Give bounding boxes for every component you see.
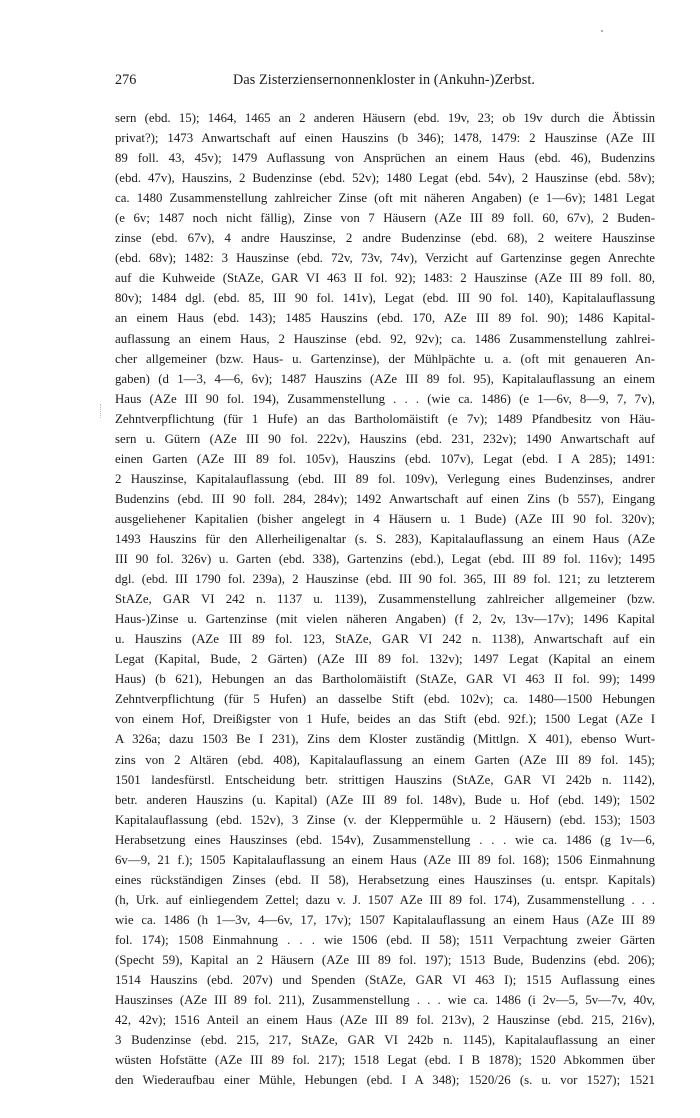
text-line: Zehntverpflichtung (für 5 Hufen) an dasselbe Stift (ebd. 102v); ca. 1480—1500 Hebungen bbox=[115, 692, 655, 707]
text-line: auf die Kuhweide (StAZe, GAR VI 463 II fol. 92); 1483: 2 Hauszinse (AZe III 89 foll. 80, bbox=[115, 271, 655, 286]
text-line: 6v—9, 21 f.); 1505 Kapitalauflassung an einem Haus (AZe III 89 fol. 168); 1506 Einmahnung bbox=[115, 852, 655, 867]
text-line: Haus (AZe III 90 fol. 194), Zusammenstellung . . . (wie ca. 1486) (e 1—6v, 8—9, 7, 7v), bbox=[115, 391, 655, 406]
text-line: (h, Urk. auf einliegendem Zettel; dazu v. J. 1507 AZe III 89 fol. 174), Zusammenstellung . . . bbox=[115, 892, 655, 907]
text-line: wüsten Hofstätte (AZe III 89 fol. 217); 1518 Legat (ebd. I B 1878); 1520 Abkommen über bbox=[115, 1053, 655, 1068]
text-line: betr. anderen Hauszins (u. Kapital) (AZe III 89 fol. 148v), Bude u. Hof (ebd. 149); 1502 bbox=[115, 792, 655, 807]
text-line: (Specht 59), Kapital an 2 Häusern (AZe III 89 fol. 197); 1513 Bude, Budenzins (ebd. 206); bbox=[115, 952, 655, 967]
text-line: Zehntverpflichtung (für 1 Hufe) an das Bartholomäistift (e 7v); 1489 Pfandbesitz von Häu- bbox=[115, 411, 655, 426]
text-line: den Wiederaufbau einer Mühle, Hebungen (ebd. I A 348); 1520/26 (s. u. vor 1527); 1521 bbox=[115, 1073, 655, 1088]
page-number: 276 bbox=[115, 72, 137, 88]
text-line: A 326a; dazu 1503 Be I 231), Zins dem Kloster zuständig (Mittlgn. X 401), ebenso Wurt- bbox=[115, 732, 655, 747]
text-line: zinse (ebd. 67v), 4 andre Hauszinse, 2 andre Budenzinse (ebd. 68), 2 weitere Hauszinse bbox=[115, 231, 655, 246]
text-line: 2 Hauszinse, Kapitalauflassung (ebd. III 89 fol. 109v), Verlegung eines Budenzinses, andrer bbox=[115, 471, 655, 486]
text-line: 1493 Hauszins für den Allerheiligenaltar (s. S. 283), Kapitalauflassung an einem Haus (AZe bbox=[115, 531, 655, 546]
text-line: ausgeliehener Kapitalien (bisher angelegt in 4 Häusern u. 1 Bude) (AZe III 90 fol. 320v); bbox=[115, 511, 655, 526]
body-text bbox=[115, 108, 655, 1090]
text-line: an einem Haus (ebd. 143); 1485 Hauszins (ebd. 170, AZe III 89 fol. 90); 1486 Kapital- bbox=[115, 311, 655, 326]
text-line: 1514 Hauszins (ebd. 207v) und Spenden (StAZe, GAR VI 463 I); 1515 Auflassung eines bbox=[115, 973, 655, 988]
text-line: privat?); 1473 Anwartschaft auf einen Hauszins (b 346); 1478, 1479: 2 Hauszinse (AZe III bbox=[115, 131, 655, 146]
text-line: (ebd. 68v); 1482: 3 Hauszinse (ebd. 72v, 73v, 74v), Verzicht auf Gartenzinse gegen Anrechte bbox=[115, 251, 655, 266]
text-line: III 90 fol. 326v) u. Garten (ebd. 338), Gartenzins (ebd.), Legat (ebd. III 89 fol. 116v); 1495 bbox=[115, 552, 655, 567]
text-line: Haus-)Zinse u. Gartenzinse (mit vielen näheren Angaben) (f 2, 2v, 13v—17v); 1496 Kapital bbox=[115, 612, 655, 627]
text-line: auflassung an einem Haus, 2 Hauszinse (ebd. 92, 92v); ca. 1486 Zusammenstellung zahlrei- bbox=[115, 331, 655, 346]
text-line: Hauszinses (AZe III 89 fol. 211), Zusammenstellung . . . wie ca. 1486 (i 2v—5, 5v—7v, 40v, bbox=[115, 993, 655, 1008]
text-line: Kapitalauflassung (ebd. 152v), 3 Zinse (v. der Kleppermühle u. 2 Häusern) (ebd. 153); 1503 bbox=[115, 812, 655, 827]
text-line: (e 6v; 1487 noch nicht fällig), Zinse von 7 Häusern (AZe III 89 foll. 60, 67v), 2 Buden- bbox=[115, 211, 655, 226]
text-line: 3 Budenzinse (ebd. 215, 217, StAZe, GAR VI 242b n. 1145), Kapitalauflassung an einer bbox=[115, 1033, 655, 1048]
text-line: ca. 1480 Zusammenstellung zahlreicher Zinse (oft mit näheren Angaben) (e 1—6v); 1481 Legat bbox=[115, 191, 655, 206]
text-line: 1501 landesfürstl. Entscheidung betr. strittigen Hauszins (StAZe, GAR VI 242b n. 1142), bbox=[115, 772, 655, 787]
text-line: fol. 174); 1508 Einmahnung . . . wie 1506 (ebd. II 58); 1511 Verpachtung zweier Gärten bbox=[115, 932, 655, 947]
page-header bbox=[115, 72, 655, 92]
text-line: StAZe, GAR VI 242 n. 1137 u. 1139), Zusammenstellung zahlreicher allgemeiner (bzw. bbox=[115, 592, 655, 607]
text-line: Haus) (b 621), Hebungen an das Bartholomäistift (StAZe, GAR VI 463 II fol. 99); 1499 bbox=[115, 672, 655, 687]
text-line: 89 foll. 43, 45v); 1479 Auflassung von Ansprüchen an einem Haus (ebd. 46), Budenzins bbox=[115, 151, 655, 166]
text-line: Legat (Kapital, Bude, 2 Gärten) (AZe III 89 fol. 132v); 1497 Legat (Kapital an einem bbox=[115, 652, 655, 667]
running-title: Das Zisterziensernonnenkloster in (Ankuhn-)Zerbst. bbox=[233, 72, 536, 88]
text-line: dgl. (ebd. III 1790 fol. 239a), 2 Hauszinse (ebd. III 90 fol. 365, III 89 fol. 121; zu letzterem bbox=[115, 572, 655, 587]
text-line: Herabsetzung eines Hauszinses (ebd. 154v), Zusammenstellung . . . wie ca. 1486 (g 1v—6, bbox=[115, 832, 655, 847]
text-line: sern u. Gütern (AZe III 90 fol. 222v), Hauszins (ebd. 231, 232v); 1490 Anwartschaft auf bbox=[115, 431, 655, 446]
text-line: 42, 42v); 1516 Anteil an einem Haus (AZe III 89 fol. 213v), 2 Hauszinse (ebd. 215, 216v), bbox=[115, 1013, 655, 1028]
text-line: zins von 2 Altären (ebd. 408), Kapitalauflassung an einem Garten (AZe III 89 fol. 145); bbox=[115, 752, 655, 767]
text-line: cher allgemeiner (bzw. Haus- u. Gartenzinse), der Mühlpächte u. a. (oft mit genaueren An- bbox=[115, 351, 655, 366]
scan-speck bbox=[601, 30, 603, 32]
text-line: von einem Hof, Dreißigster von 1 Hufe, beides an das Stift (ebd. 92f.); 1500 Legat (AZe I bbox=[115, 712, 655, 727]
text-line: Budenzins (ebd. III 90 foll. 284, 284v); 1492 Anwartschaft auf einen Zins (b 557), Eingang bbox=[115, 491, 655, 506]
text-line: gaben) (d 1—3, 4—6, 6v); 1487 Hauszins (AZe III 89 fol. 95), Kapitalauflassung an einem bbox=[115, 371, 655, 386]
text-line: 80v); 1484 dgl. (ebd. 85, III 90 fol. 141v), Legat (ebd. III 90 fol. 140), Kapitalauflassung bbox=[115, 291, 655, 306]
text-line: wie ca. 1486 (h 1—3v, 4—6v, 17, 17v); 1507 Kapitalauflassung an einem Haus (AZe III 89 bbox=[115, 912, 655, 927]
text-line: (ebd. 47v), Hauszins, 2 Budenzinse (ebd. 52v); 1480 Legat (ebd. 54v), 2 Hauszinse (ebd. 58v); bbox=[115, 171, 655, 186]
text-line: u. Hauszins (AZe III 89 fol. 123, StAZe, GAR VI 242 n. 1138), Anwartschaft auf ein bbox=[115, 632, 655, 647]
text-line: sern (ebd. 15); 1464, 1465 an 2 anderen Häusern (ebd. 19v, 23; ob 19v durch die Äbtissin bbox=[115, 111, 655, 125]
text-line: eines rückständigen Zinses (ebd. II 58), Herabsetzung eines Hauszinses (u. entspr. Kapitals) bbox=[115, 872, 655, 887]
margin-mark bbox=[100, 404, 104, 418]
text-line: einen Garten (AZe III 89 fol. 105v), Hauszins (ebd. 107v), Legat (ebd. I A 285); 1491: bbox=[115, 451, 655, 466]
